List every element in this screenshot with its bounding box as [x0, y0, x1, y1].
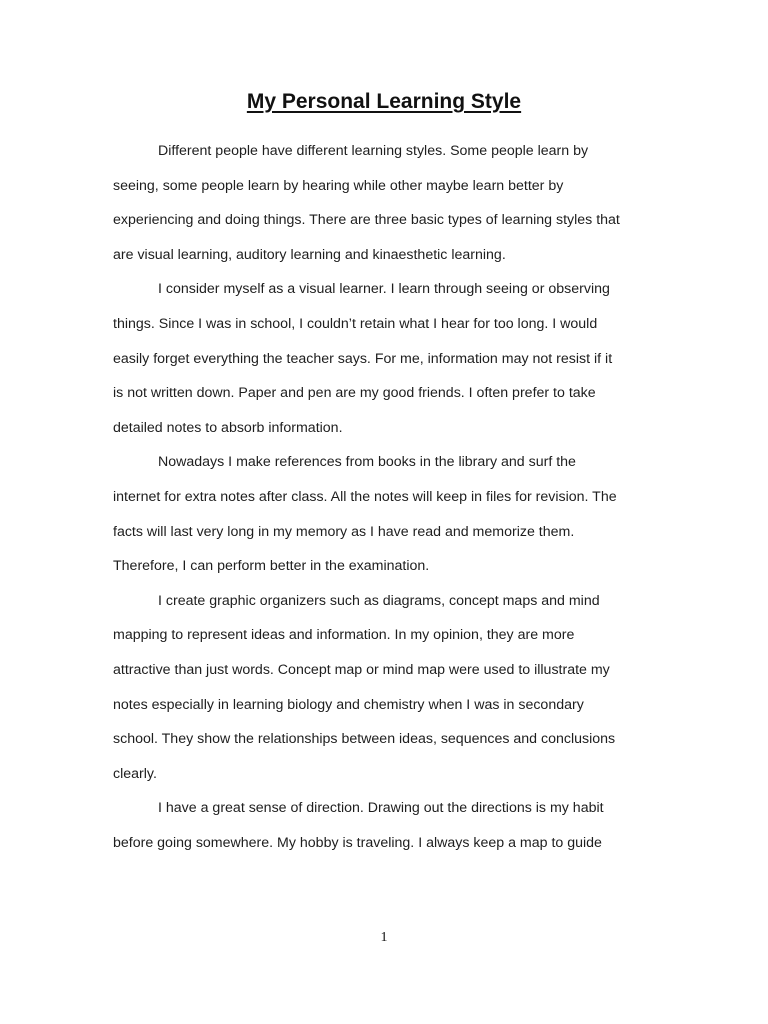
text-line: I consider myself as a visual learner. I learn through seeing or observing — [158, 281, 610, 298]
paragraph — [113, 584, 658, 792]
text-line: facts will last very long in my memory as I have read and memorize them. — [113, 523, 575, 540]
text-line: Nowadays I make references from books in the library and surf the — [158, 454, 576, 471]
text-line: internet for extra notes after class. All the notes will keep in files for revision. The — [113, 488, 617, 505]
text-line: before going somewhere. My hobby is traveling. I always keep a map to guide — [113, 834, 602, 851]
text-line: is not written down. Paper and pen are my good friends. I often prefer to take — [113, 385, 596, 402]
paragraph — [113, 134, 658, 272]
text-line: seeing, some people learn by hearing while other maybe learn better by — [113, 177, 564, 194]
page-title: My Personal Learning Style — [246, 90, 522, 113]
text-line: easily forget everything the teacher says. For me, information may not resist if it — [113, 350, 613, 367]
paragraph — [113, 791, 658, 860]
text-line: school. They show the relationships between ideas, sequences and conclusions — [113, 731, 616, 748]
text-line: things. Since I was in school, I couldn’t retain what I hear for too long. I would — [113, 315, 598, 332]
text-line: Therefore, I can perform better in the examination. — [113, 558, 430, 575]
document-body — [113, 134, 658, 860]
text-line: attractive than just words. Concept map or mind map were used to illustrate my — [113, 661, 610, 678]
text-line: detailed notes to absorb information. — [113, 419, 343, 436]
text-line: clearly. — [113, 765, 157, 782]
text-line: I have a great sense of direction. Drawing out the directions is my habit — [158, 800, 604, 817]
text-line: I create graphic organizers such as diagrams, concept maps and mind — [158, 592, 600, 609]
page-number: 1 — [380, 930, 388, 945]
text-line: mapping to represent ideas and information. In my opinion, they are more — [113, 627, 575, 644]
paragraph — [113, 272, 658, 445]
text-line: notes especially in learning biology and chemistry when I was in secondary — [113, 696, 584, 713]
text-line: Different people have different learning styles. Some people learn by — [158, 143, 589, 159]
paragraph — [113, 445, 658, 583]
text-line: experiencing and doing things. There are three basic types of learning styles that — [113, 212, 620, 229]
text-line: are visual learning, auditory learning and kinaesthetic learning. — [113, 246, 506, 263]
